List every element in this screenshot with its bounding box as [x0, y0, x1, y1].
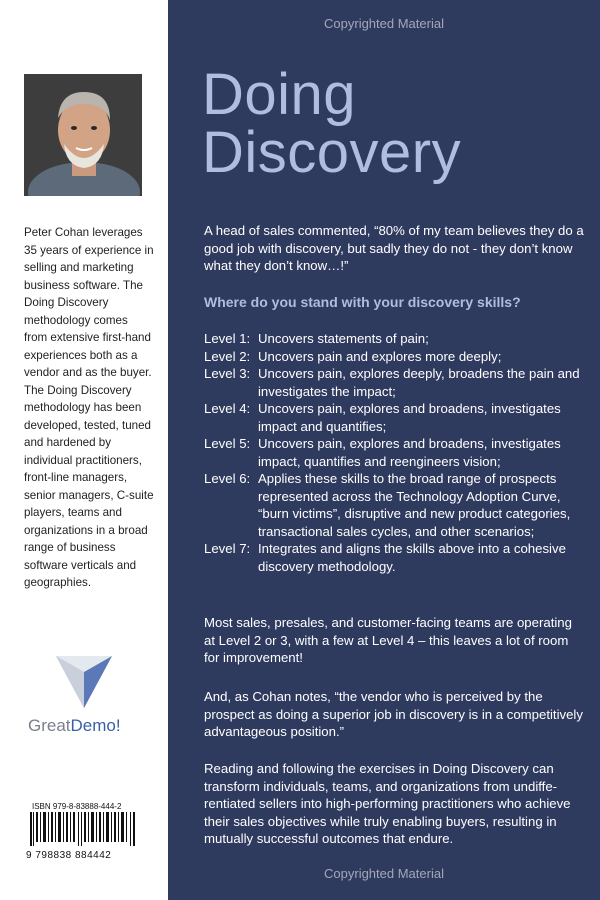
back-cover-left-column [0, 0, 168, 900]
level-text: Uncovers pain, explores and broadens, investigates impact, quantifies and reengineers vision; [258, 436, 561, 469]
isbn-label: ISBN 979-8-83888-444-2 [32, 802, 122, 811]
level-text: Uncovers pain, explores deeply, broadens the pain and investigates the impact; [258, 366, 580, 399]
level-text: Uncovers pain, explores and broadens, investigates impact and quantifies; [258, 401, 561, 434]
level-label: Level 6: [204, 471, 251, 486]
barcode-number: 9 798838 884442 [26, 850, 112, 861]
level-text: Applies these skills to the broad range of prospects represented across the Technology Adoption Curve, “burn victims”, disruptive and new product categories, transactional sales cycles, and other scenarios; [258, 471, 571, 539]
level-text: Uncovers pain and explores more deeply; [258, 348, 502, 364]
level-label: Level 7: [204, 541, 251, 556]
level-item [204, 435, 594, 470]
paragraph-reading: Reading and following the exercises in Doing Discovery can transform individuals, teams, and organizations from undiffe-rentiated sellers into high-performing practitioners who achieve their sales objectives while truly enabling buyers, resulting in mutually successful outcomes that endure. [204, 761, 571, 846]
intro-quote: A head of sales commented, “80% of my team believes they do a good job with discovery, but sadly they do not - they don’t know what they don’t know…!” [204, 223, 584, 273]
barcode [30, 812, 136, 846]
greatdemo-logo-icon [54, 652, 114, 712]
level-item [204, 330, 594, 348]
level-label: Level 1: [204, 331, 251, 346]
title-line-1: Doing [202, 62, 357, 127]
watermark-bottom: Copyrighted Material [324, 866, 444, 881]
section-question: Where do you stand with your discovery skills? [204, 294, 521, 310]
level-label: Level 2: [204, 348, 251, 364]
greatdemo-logo-text: GreatDemo! [28, 716, 121, 735]
author-bio: Peter Cohan leverages 35 years of experience in selling and marketing business software. The Doing Discovery methodology comes from extensive first-hand experiences both as a vendor and as the buyer. The Doing Discovery methodology has been developed, tested, tuned and hardened by individual practitioners, front-line managers, senior managers, C-suite players, teams and organizations in a broad range of business software verticals and geographies. [24, 226, 154, 589]
back-cover-main-panel [168, 0, 600, 900]
levels-list [204, 330, 594, 575]
level-item [204, 400, 594, 435]
level-item [204, 540, 594, 575]
level-text: Uncovers statements of pain; [258, 331, 429, 346]
title-line-2: Discovery [202, 120, 462, 185]
level-label: Level 3: [204, 366, 251, 381]
level-text: Integrates and aligns the skills above into a cohesive discovery methodology. [258, 541, 566, 574]
level-item [204, 470, 594, 540]
level-label: Level 5: [204, 436, 251, 451]
author-photo [24, 74, 142, 196]
paragraph-most-teams: Most sales, presales, and customer-facing teams are operating at Level 2 or 3, with a few at Level 4 – this leaves a lot of room for improvement! [204, 615, 572, 665]
level-item [204, 348, 594, 366]
level-item [204, 365, 594, 400]
level-label: Level 4: [204, 401, 251, 416]
book-title [202, 62, 462, 185]
watermark-top: Copyrighted Material [324, 16, 444, 31]
paragraph-cohan-notes: And, as Cohan notes, “the vendor who is perceived by the prospect as doing a superior job in discovery is in a competitively advantageous position.” [204, 689, 583, 739]
